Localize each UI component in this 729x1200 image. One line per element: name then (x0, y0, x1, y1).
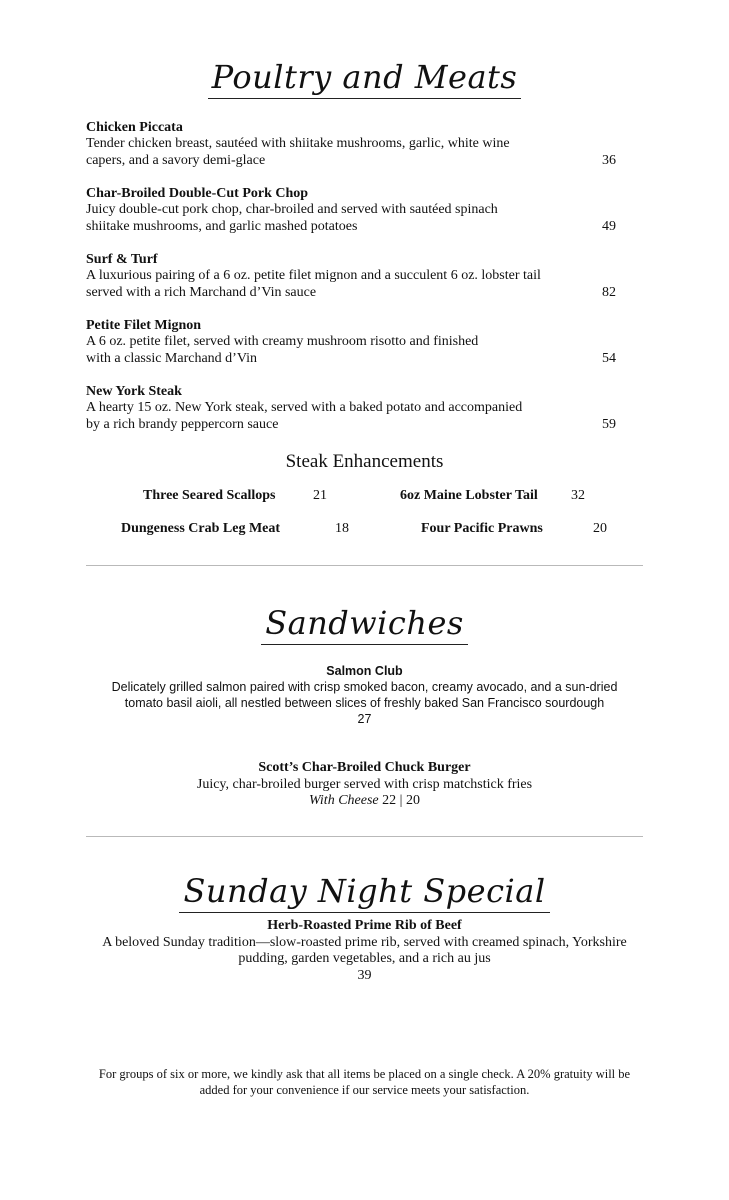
dish-desc-line1: Delicately grilled salmon paired with crisp smoked bacon, creamy avocado, and a sun-dried (111, 680, 618, 694)
enhancement-name: Dungeness Crab Leg Meat (121, 521, 281, 536)
dish-name: Surf & Turf (86, 252, 158, 267)
dish-desc-line2: tomato basil aioli, all nestled between slices of freshly baked San Francisco sourdough (124, 696, 605, 710)
dish-name: Scott’s Char-Broiled Chuck Burger (258, 760, 471, 775)
dish-price: 27 (357, 712, 372, 726)
dish-price: 39 (357, 967, 372, 983)
footer-line2: added for your convenience if our service meets your satisfaction. (199, 1082, 530, 1097)
dish-petite-filet (86, 318, 616, 367)
dish-desc-line1: Juicy double-cut pork chop, char-broiled and served with sautéed spinach (86, 202, 498, 217)
footer-note (0, 1067, 729, 1098)
dish-price: 49 (602, 219, 616, 234)
sandwich-salmon-club (0, 663, 729, 727)
footer-line1: For groups of six or more, we kindly ask that all items be placed on a single check. A 20% gratuity will be (98, 1067, 631, 1081)
dish-name: Petite Filet Mignon (86, 318, 202, 333)
enhancement-name: Four Pacific Prawns (421, 521, 543, 536)
dish-desc-line2: shiitake mushrooms, and garlic mashed potatoes (86, 218, 358, 234)
poultry-heading: Poultry and Meats (0, 58, 729, 96)
dish-name: Herb-Roasted Prime Rib of Beef (267, 918, 462, 933)
dish-price: 82 (602, 285, 616, 300)
dish-desc-line2: served with a rich Marchand d’Vin sauce (86, 284, 317, 300)
special-heading: Sunday Night Special (0, 872, 729, 910)
dish-name: New York Steak (86, 384, 182, 399)
section-divider (86, 565, 643, 566)
dish-desc-line2: pudding, garden vegetables, and a rich au jus (238, 951, 491, 966)
dish-desc-line1: A hearty 15 oz. New York steak, served with a baked potato and accompanied (86, 400, 523, 415)
dish-name: Salmon Club (326, 664, 403, 678)
dish-name: Char-Broiled Double-Cut Pork Chop (86, 186, 309, 201)
dish-desc-line2: capers, and a savory demi-glace (86, 152, 266, 168)
enhancement-name: 6oz Maine Lobster Tail (400, 488, 538, 503)
dish-desc-line2: by a rich brandy peppercorn sauce (86, 416, 279, 432)
dish-desc-line1: Juicy, char-broiled burger served with crisp matchstick fries (196, 776, 533, 792)
enhancement-name: Three Seared Scallops (143, 488, 276, 503)
cheese-label: With Cheese (309, 793, 379, 808)
enhancements-heading: Steak Enhancements (285, 451, 444, 472)
enhancement-price: 20 (593, 521, 607, 536)
dish-desc-line1: A 6 oz. petite filet, served with creamy mushroom risotto and finished (86, 334, 479, 349)
dish-new-york-steak (86, 384, 616, 433)
enhancement-price: 32 (571, 488, 585, 503)
sandwich-burger (0, 760, 729, 810)
dish-name: Chicken Piccata (86, 120, 183, 135)
dish-price: 54 (602, 351, 616, 366)
dish-price: 22 | 20 (382, 793, 420, 808)
dish-desc-line1: Tender chicken breast, sautéed with shiitake mushrooms, garlic, white wine (86, 136, 510, 151)
dish-desc-line2: with a classic Marchand d’Vin (86, 350, 257, 366)
dish-desc-line1: A luxurious pairing of a 6 oz. petite filet mignon and a succulent 6 oz. lobster tail (86, 268, 541, 283)
sandwiches-heading: Sandwiches (0, 604, 729, 642)
dish-price: 59 (602, 417, 616, 432)
dish-price-line (0, 793, 729, 810)
dish-surf-turf (86, 252, 616, 301)
dish-desc-line1: A beloved Sunday tradition—slow-roasted prime rib, served with creamed spinach, Yorkshire (102, 934, 627, 950)
dish-pork-chop (86, 186, 616, 235)
enhancement-price: 21 (313, 488, 327, 503)
dish-chicken-piccata (86, 120, 616, 169)
dish-price: 36 (602, 153, 616, 168)
special-prime-rib (0, 918, 729, 984)
section-divider (86, 836, 643, 837)
enhancement-price: 18 (335, 521, 349, 536)
